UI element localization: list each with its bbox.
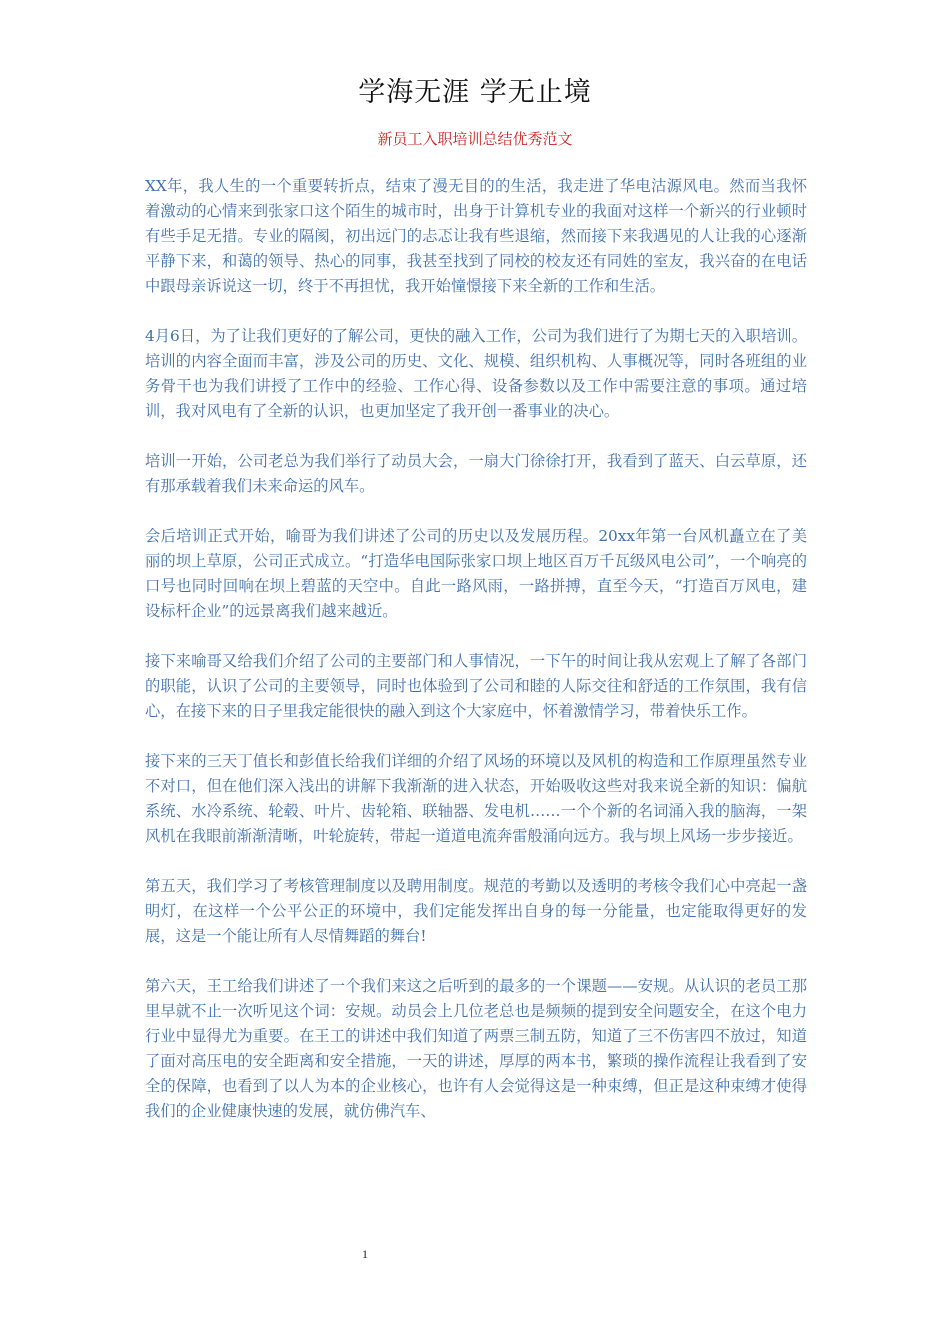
page-header-title: 学海无涯 学无止境: [358, 77, 592, 108]
document-body: [145, 174, 807, 1149]
paragraph: 4月6日，为了让我们更好的了解公司，更快的融入工作，公司为我们进行了为期七天的入职培训。培训的内容全面而丰富，涉及公司的历史、文化、规模、组织机构、人事概况等，同时各班组的业务骨干也为我们讲授了工作中的经验、工作心得、设备参数以及工作中需要注意的事项。通过培训，我对风电有了全新的认识，也更加坚定了我开创一番事业的决心。: [145, 327, 807, 420]
paragraph: 培训一开始，公司老总为我们举行了动员大会，一扇大门徐徐打开，我看到了蓝天、白云草原，还有那承载着我们未来命运的风车。: [145, 452, 807, 495]
paragraph: 会后培训正式开始，喻哥为我们讲述了公司的历史以及发展历程。20xx年第一台风机矗立在了美丽的坝上草原，公司正式成立。“打造华电国际张家口坝上地区百万千瓦级风电公司”，一个响亮的口号也同时回响在坝上碧蓝的天空中。自此一路风雨，一路拼搏，直至今天，“打造百万风电，建设标杆企业”的远景离我们越来越近。: [145, 527, 807, 620]
paragraph: 第五天，我们学习了考核管理制度以及聘用制度。规范的考勤以及透明的考核令我们心中亮起一盏明灯，在这样一个公平公正的环境中，我们定能发挥出自身的每一分能量，也定能取得更好的发展，这是一个能让所有人尽情舞蹈的舞台!: [145, 877, 807, 945]
page-number: 1: [362, 1247, 368, 1261]
paragraph: 第六天，王工给我们讲述了一个我们来这之后听到的最多的一个课题——安规。从认识的老员工那里早就不止一次听见这个词：安规。动员会上几位老总也是频频的提到安全问题安全，在这个电力行业中显得尤为重要。在王工的讲述中我们知道了两票三制五防，知道了三不伤害四不放过，知道了面对高压电的安全距离和安全措施，一天的讲述，厚厚的两本书，繁琐的操作流程让我看到了安全的保障，也看到了以人为本的企业核心，也许有人会觉得这是一种束缚，但正是这种束缚才使得我们的企业健康快速的发展，就仿佛汽车、: [145, 977, 807, 1120]
document-subtitle: 新员工入职培训总结优秀范文: [377, 130, 573, 148]
paragraph: 接下来的三天丁值长和彭值长给我们详细的介绍了风场的环境以及风机的构造和工作原理虽然专业不对口，但在他们深入浅出的讲解下我渐渐的进入状态，开始吸收这些对我来说全新的知识：偏航系统、水冷系统、轮毂、叶片、齿轮箱、联轴器、发电机……一个个新的名词涌入我的脑海，一架风机在我眼前渐渐清晰，叶轮旋转，带起一道道电流奔雷般涌向远方。我与坝上风场一步步接近。: [145, 752, 807, 845]
paragraph: 接下来喻哥又给我们介绍了公司的主要部门和人事情况，一下午的时间让我从宏观上了解了各部门的职能，认识了公司的主要领导，同时也体验到了公司和睦的人际交往和舒适的工作氛围，我有信心，在接下来的日子里我定能很快的融入到这个大家庭中，怀着激情学习，带着快乐工作。: [145, 652, 807, 720]
paragraph: XX年，我人生的一个重要转折点，结束了漫无目的的生活，我走进了华电沽源风电。然而当我怀着激动的心情来到张家口这个陌生的城市时，出身于计算机专业的我面对这样一个新兴的行业顿时有些手足无措。专业的隔阂，初出远门的忐忑让我有些退缩，然而接下来我遇见的人让我的心逐渐平静下来，和蔼的领导、热心的同事，我甚至找到了同校的校友还有同姓的室友，我兴奋的在电话中跟母亲诉说这一切，终于不再担忧，我开始憧憬接下来全新的工作和生活。: [145, 177, 807, 295]
